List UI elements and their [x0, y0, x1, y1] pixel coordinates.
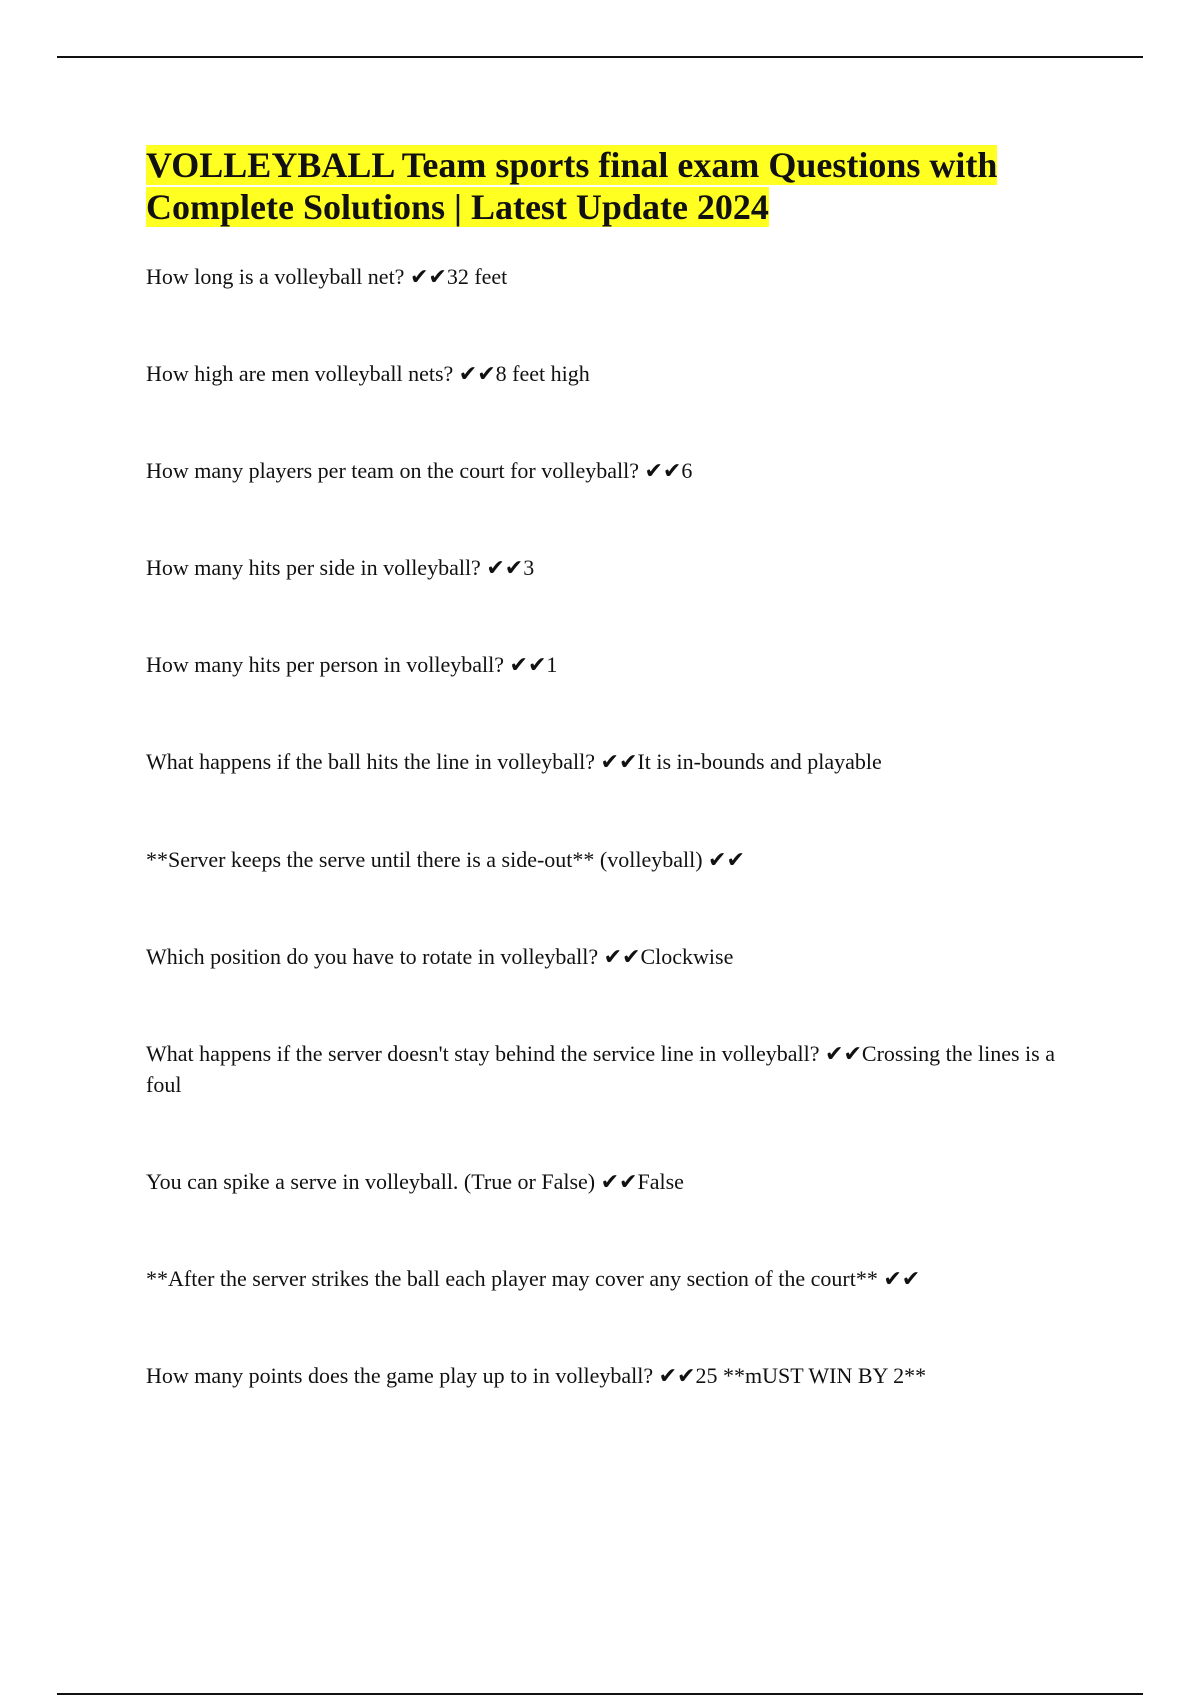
title-highlight: VOLLEYBALL Team sports final exam Questions with Complete Solutions | Latest Update 2024: [146, 145, 998, 227]
top-rule: [57, 56, 1143, 58]
qa-item: How long is a volleyball net? ✔✔32 feet: [146, 264, 508, 289]
document-body: [146, 144, 1066, 1388]
qa-item: What happens if the ball hits the line in volleyball? ✔✔It is in-bounds and playable: [146, 749, 882, 774]
document-title: [146, 144, 1066, 228]
qa-item: How many hits per side in volleyball? ✔✔3: [146, 555, 535, 580]
qa-item: What happens if the server doesn't stay behind the service line in volleyball? ✔✔Crossing the lines is a foul: [146, 1041, 1055, 1097]
bottom-rule: [57, 1693, 1143, 1695]
qa-item: How many hits per person in volleyball? ✔✔1: [146, 652, 558, 677]
qa-item: How many players per team on the court for volleyball? ✔✔6: [146, 458, 693, 483]
qa-item: You can spike a serve in volleyball. (True or False) ✔✔False: [146, 1169, 684, 1194]
qa-item: Which position do you have to rotate in volleyball? ✔✔Clockwise: [146, 944, 734, 969]
qa-item: How high are men volleyball nets? ✔✔8 feet high: [146, 361, 590, 386]
qa-item: **Server keeps the serve until there is a side-out** (volleyball) ✔✔: [146, 847, 745, 872]
qa-item: **After the server strikes the ball each player may cover any section of the court** ✔✔: [146, 1266, 921, 1291]
qa-item: How many points does the game play up to in volleyball? ✔✔25 **mUST WIN BY 2**: [146, 1363, 927, 1388]
